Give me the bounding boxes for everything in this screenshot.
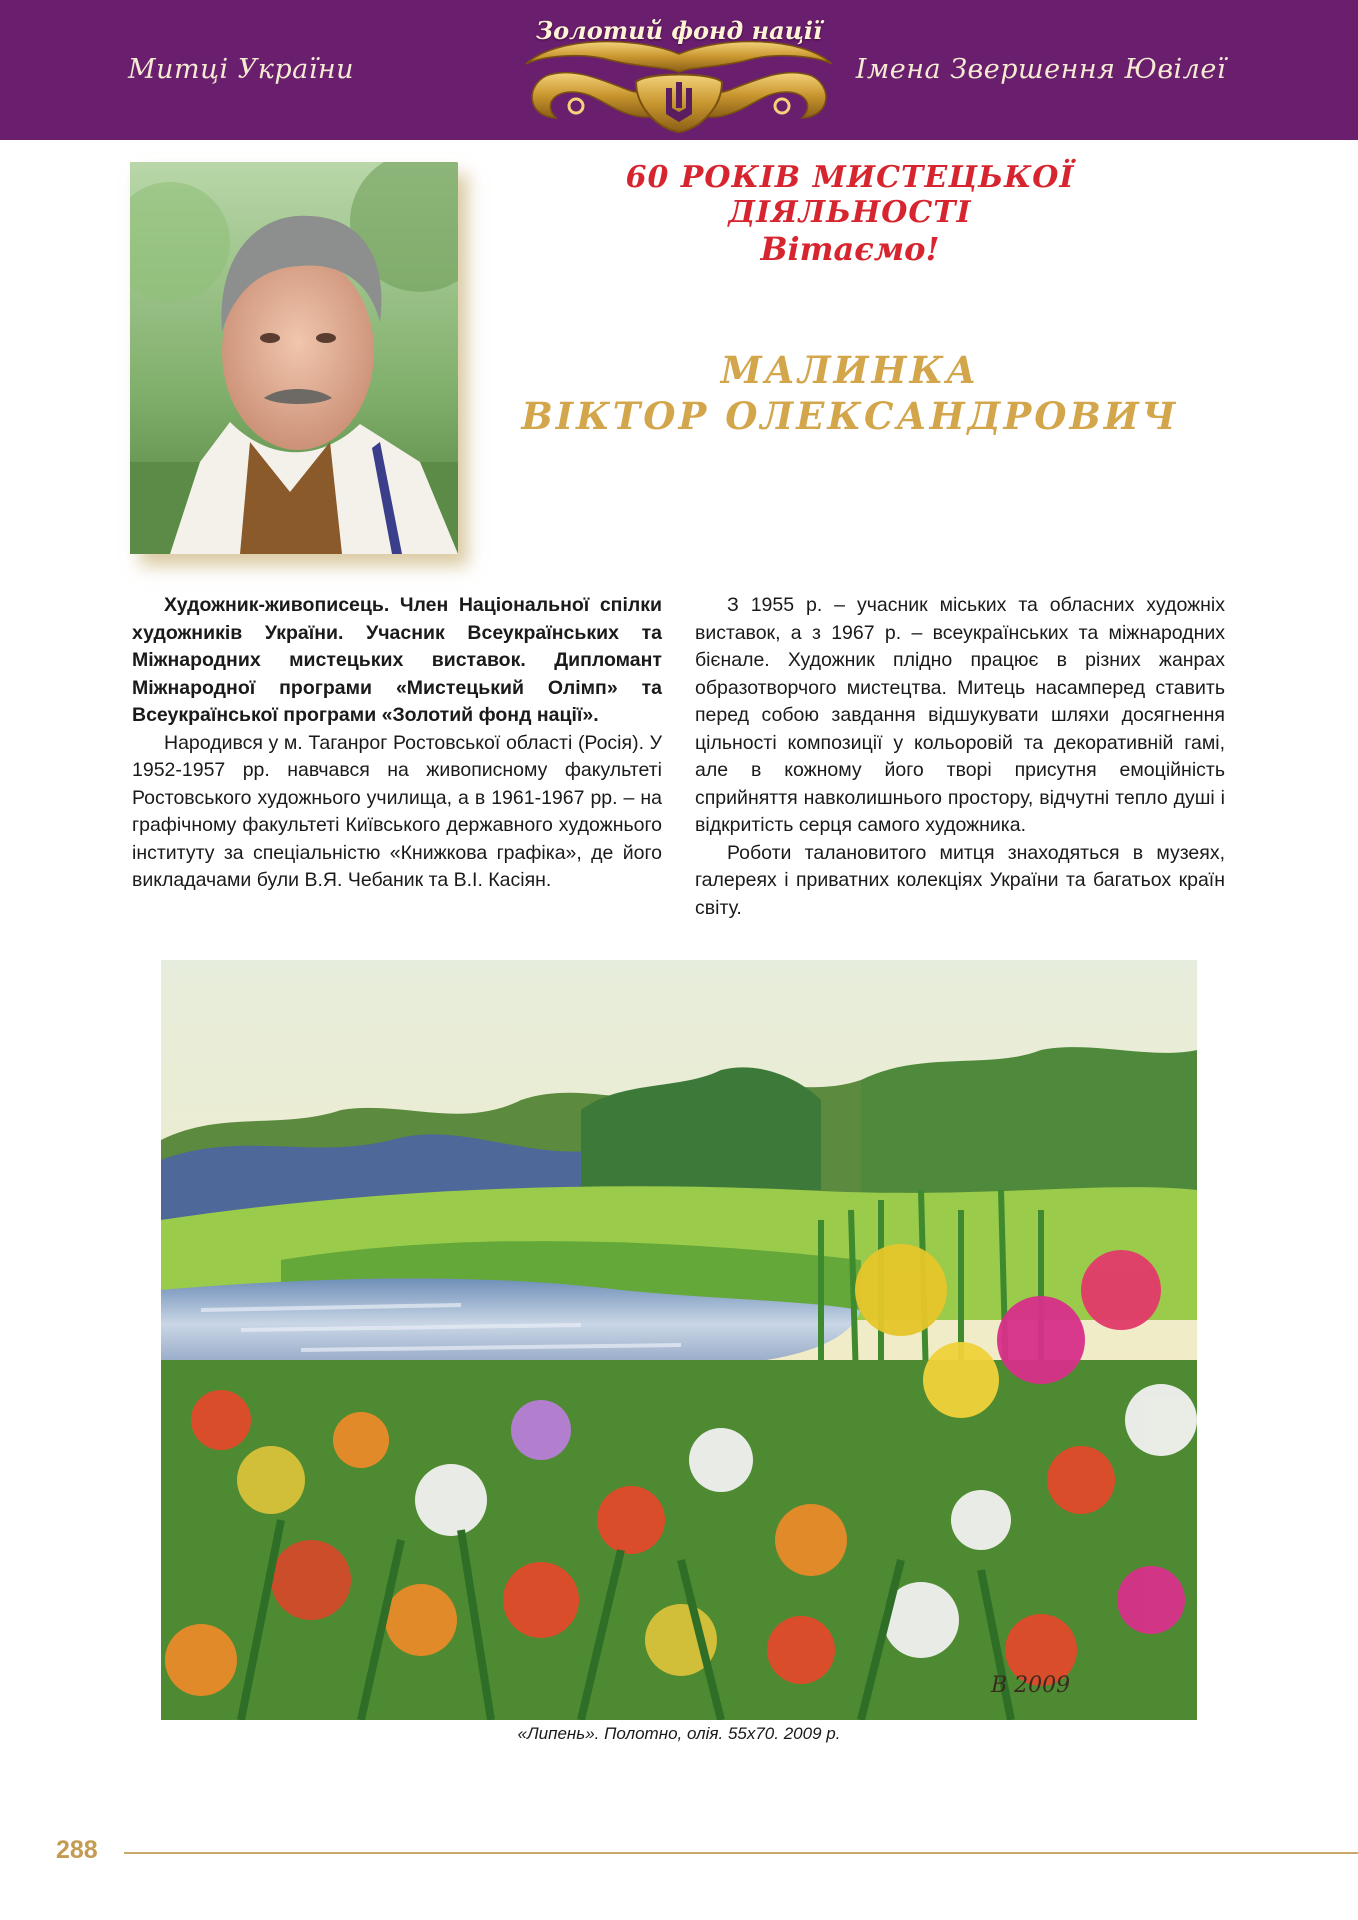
painting-image (161, 960, 1197, 1720)
artist-surname: МАЛИНКА (720, 348, 980, 392)
footer-divider (124, 1852, 1358, 1854)
collections-paragraph: Роботи талановитого митця знаходяться в музеях, галереях і приватних колекціях України та багатьох країн світу. (695, 841, 1225, 919)
anniversary-heading: 60 РОКІВ МИСТЕЦЬКОЇ ДІЯЛЬНОСТІ (625, 160, 1075, 230)
artist-portrait (130, 162, 458, 554)
painting-caption: «Липень». Полотно, олія. 55x70. 2009 р. (517, 1724, 841, 1743)
emblem-title: Золотий фонд нації (535, 16, 823, 45)
career-paragraph: З 1955 р. – учасник міських та обласних художніх виставок, а з 1967 р. – всеукраїнських та міжнародних бієнале. Художник плідно працює в різних жанрах образотворчого мистецтва. Митець насамперед ставить перед собою завдання відшукувати шляхи досягнення цільності композиції у кольоровій та декоративній гамі, але в кожному його творі присутня емоційність сприйняття навколишнього простору, відчутні тепло душі і відкритість серця самого художника. (695, 594, 1225, 836)
intro-paragraph: Художник-живописець. Член Національної спілки художників України. Учасник Всеукраїнських та Міжнародних мистецьких виставок. Дипломант Міжнародної програми «Мистецький Олімп» та Всеукраїнської програми «Золотий фонд нації». (132, 594, 662, 726)
biography-paragraph: Народився у м. Таганрог Ростовської області (Росія). У 1952-1957 рр. навчався на живописному факультеті Ростовського художнього училища, а в 1961-1967 рр. – на графічному факультеті Київського державного художнього інституту за спеціальністю «Книжкова графіка», де його викладачами були В.Я. Чебаник та В.І. Касіян. (132, 731, 662, 891)
header-left-text: Митці України (128, 54, 355, 85)
greeting-heading: Вітаємо! (760, 230, 940, 268)
page-number: 288 (56, 1836, 98, 1864)
ornament-icon (516, 36, 842, 136)
header-band (0, 0, 1358, 140)
header-right-text: Імена Звершення Ювілеї (855, 54, 1226, 85)
painting-signature: В 2009 (991, 1673, 1071, 1698)
artist-given-names: ВІКТОР ОЛЕКСАНДРОВИЧ (521, 394, 1179, 438)
text-column-left (132, 592, 662, 895)
golden-fund-emblem (516, 0, 842, 140)
text-column-right (695, 592, 1225, 922)
